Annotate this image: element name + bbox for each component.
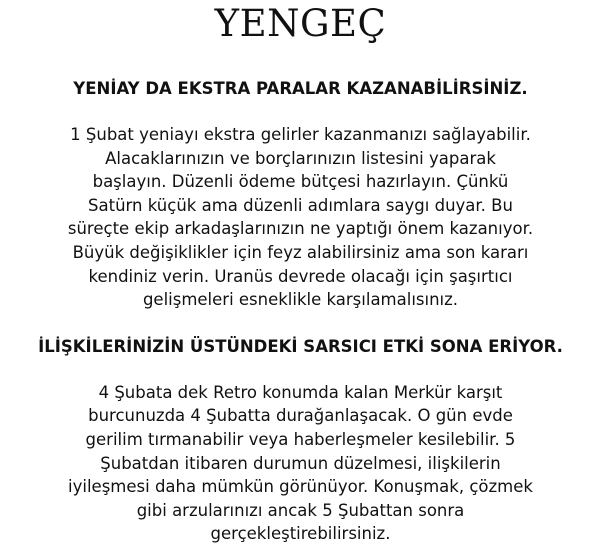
section-heading-new-moon: YENİAY DA EKSTRA PARALAR KAZANABİLİRSİNİZ. bbox=[73, 79, 528, 98]
page-title: YENGEÇ bbox=[214, 2, 387, 45]
body-line: Büyük değişiklikler için feyz alabilirsiniz ama son kararı bbox=[72, 242, 529, 262]
body-line: gelişmeleri esneklikle karşılamalısınız. bbox=[142, 290, 459, 310]
body-line: 4 Şubata dek Retro konumda kalan Merkür karşıt bbox=[98, 382, 503, 402]
body-line: iyileşmesi daha mümkün görünüyor. Konuşmak, çözmek bbox=[68, 477, 533, 497]
section-body-new-moon bbox=[0, 123, 601, 312]
body-line: burcunuzda 4 Şubatta durağanlaşacak. O gün evde bbox=[88, 406, 513, 426]
body-line: gibi arzularınızı ancak 5 Şubattan sonra bbox=[136, 500, 465, 520]
body-line: 1 Şubat yeniayı ekstra gelirler kazanmanızı sağlayabilir. bbox=[70, 125, 531, 144]
body-line: gerilim tırmanabilir veya haberleşmeler kesilebilir. 5 bbox=[85, 429, 516, 449]
body-line: süreçte ekip arkadaşlarınızın ne yaptığı önem kazanıyor. bbox=[67, 219, 534, 239]
section-heading-relationships: İLİŞKİLERİNİZİN ÜSTÜNDEKİ SARSICI ETKİ SONA ERİYOR. bbox=[38, 336, 563, 356]
body-line: kendiniz verin. Uranüs devrede olacağı için şaşırtıcı bbox=[88, 266, 513, 286]
body-line: Satürn küçük ama düzenli adımlara saygı duyar. Bu bbox=[88, 195, 513, 215]
body-line: Şubatdan itibaren durumun düzelmesi, ilişkilerin bbox=[100, 453, 501, 473]
section-body-relationships bbox=[0, 381, 601, 546]
body-line: başlayın. Düzenli ödeme bütçesi hazırlayın. Çünkü bbox=[92, 172, 509, 192]
body-line: gerçekleştirebilirsiniz. bbox=[210, 524, 391, 544]
body-line: Alacaklarınızın ve borçlarınızın listesini yaparak bbox=[105, 148, 496, 168]
